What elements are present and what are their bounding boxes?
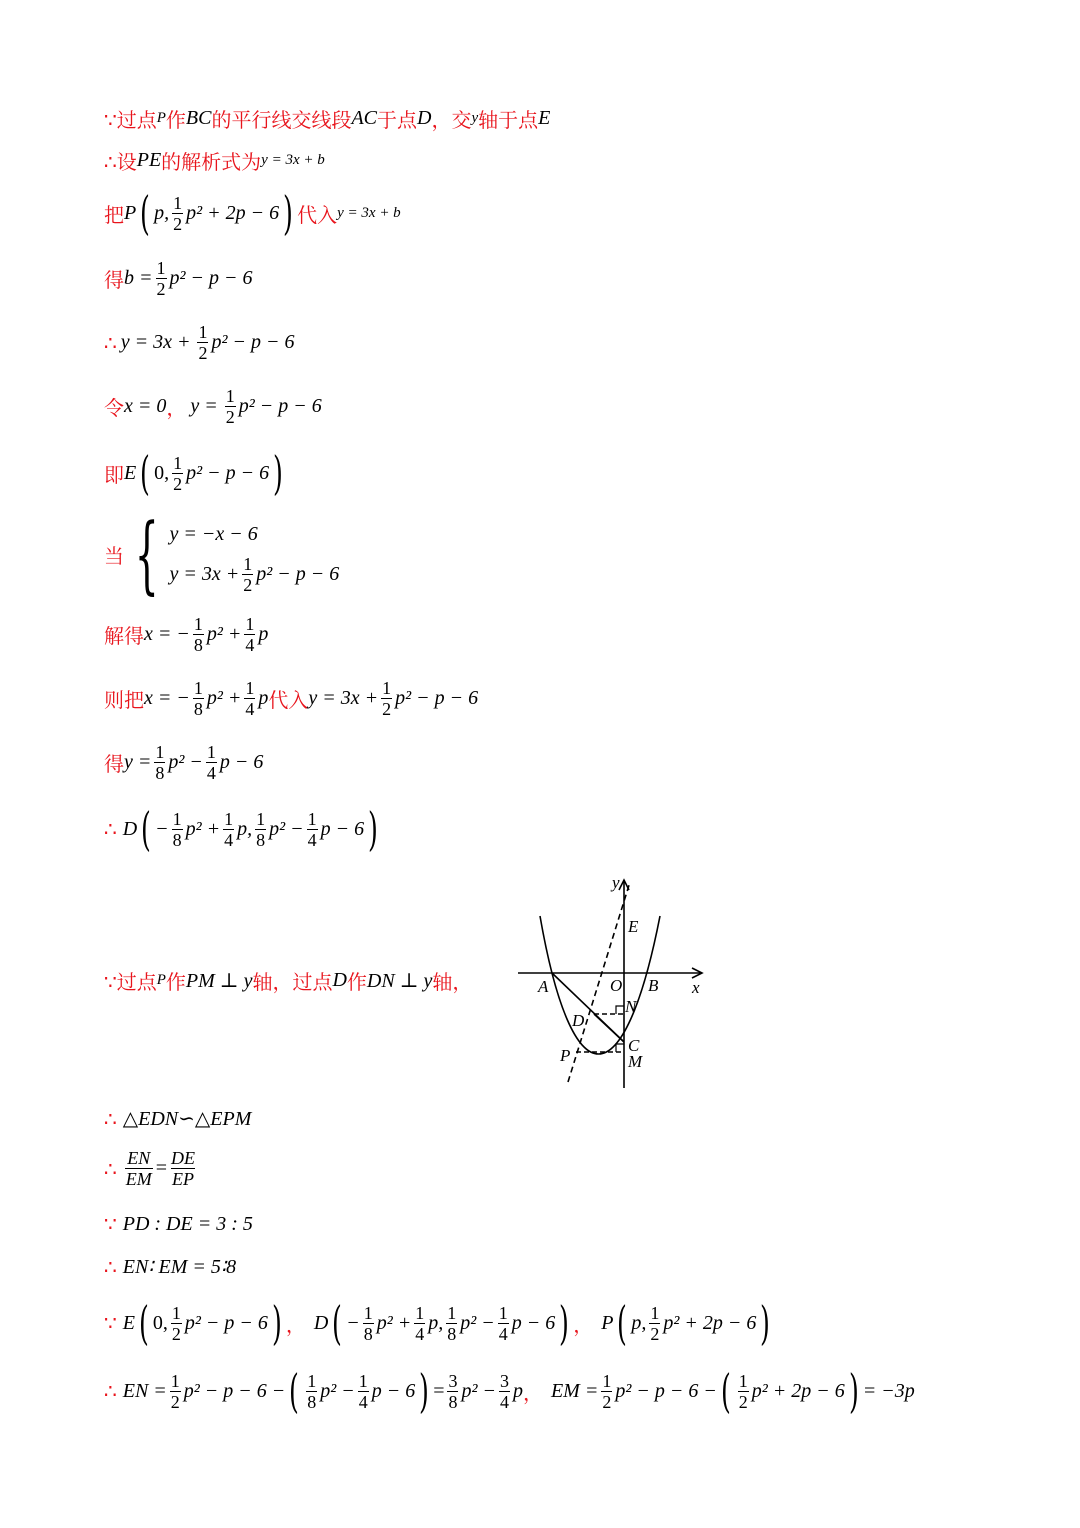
fraction: $\frac{1}{4}$ [415,1302,425,1344]
fraction: $\frac{1}{8}$ [307,1370,317,1412]
statement-line-19: ∴ EN = $\frac{1}{2}$ p² − p − 6 − ( $\frac{1}{8}$ p² − $\frac{1}{4}$ p − 6 ) = $\frac{3}{8}$ p² − $\frac{3}{4}$ p ， EM = $\frac{1}{2}$ p² − p − 6 − ( $\frac{1}{2}$ p² + 2p − 6 ) = −3p [104,1364,915,1418]
statement-line-5: ∴ y = 3x + $\frac{1}{2}$ p² − p − 6 [104,322,295,363]
statement-line-17: ∴ EN∶ EM = 5∶8 [104,1254,237,1279]
right-paren: ) [419,1364,430,1418]
left-paren: ( [141,802,152,856]
fraction: $\frac{1}{2}$ [198,322,208,363]
fraction: $\frac{1}{8}$ [155,742,165,783]
statement-line-16: ∵ PD : DE = 3 : 5 [104,1212,253,1236]
fraction: $\frac{1}{8}$ [193,614,203,655]
left-paren: ( [289,1364,300,1418]
fraction: $\frac{1}{2}$ [602,1370,612,1412]
fraction: $\frac{DE}{EP}$ [171,1148,196,1189]
fraction: $\frac{1}{4}$ [498,1302,508,1344]
fraction: $\frac{1}{2}$ [170,1370,180,1412]
statement-line-12: ∴ D ( − $\frac{1}{8}$ p² + $\frac{1}{4}$ p, $\frac{1}{8}$ p² − $\frac{1}{4}$ p − 6 ) [104,802,379,856]
fraction: $\frac{1}{2}$ [156,258,166,299]
fraction: $\frac{1}{2}$ [650,1302,660,1344]
fraction: $\frac{1}{2}$ [243,553,253,595]
right-angle-n [616,1006,624,1014]
fraction: $\frac{1}{2}$ [382,678,392,719]
left-brace: { [134,505,159,603]
statement-line-10: 则把 x = − $\frac{1}{8}$ p² + $\frac{1}{4}$ p 代入 y = 3x + $\frac{1}{2}$ p² − p − 6 [104,678,479,719]
fraction: $\frac{1}{4}$ [358,1370,368,1412]
statement-line-8: 当 { y = −x − 6 y = 3x + $\frac{1}{2}$ p² − p − 6 [104,505,340,603]
fraction: $\frac{1}{4}$ [307,808,317,850]
fraction: $\frac{1}{2}$ [171,1302,181,1344]
statement-line-11: 得 y = $\frac{1}{8}$ p² − $\frac{1}{4}$ p − 6 [104,742,264,783]
left-paren: ( [617,1296,628,1350]
fraction: $\frac{3}{8}$ [448,1370,458,1412]
fraction: $\frac{1}{2}$ [173,192,183,234]
fraction: $\frac{1}{2}$ [225,386,235,427]
fraction: $\frac{1}{8}$ [172,808,182,850]
label-e: E [628,917,639,936]
left-paren: ( [140,446,151,500]
statement-line-14: ∴ △EDN∽△EPM [104,1106,252,1131]
right-paren: ) [368,802,379,856]
statement-line-2: ∴设 PE 的解析式为 y = 3x + b [104,149,325,174]
statement-line-15: ∴ $\frac{EN}{EM}$ = $\frac{DE}{EP}$ [104,1148,196,1189]
parabola-curve [540,916,660,1054]
left-paren: ( [332,1296,343,1350]
label-b: B [648,976,659,995]
fraction: $\frac{1}{2}$ [173,452,183,494]
right-paren: ) [760,1296,771,1350]
right-paren: ) [271,1296,282,1350]
right-paren: ) [273,446,284,500]
fraction: $\frac{1}{4}$ [245,614,255,655]
fraction: $\frac{1}{8}$ [447,1302,457,1344]
fraction: $\frac{1}{4}$ [245,678,255,719]
left-paren: ( [140,186,151,240]
parabola-figure [512,870,712,1092]
right-paren: ) [848,1364,859,1418]
segment-dc [594,1014,624,1042]
statement-line-6: 令 x = 0 ， y = $\frac{1}{2}$ p² − p − 6 [104,386,322,427]
label-m: M [628,1052,643,1071]
fraction: $\frac{1}{4}$ [206,742,216,783]
statement-line-18: ∵ E ( 0, $\frac{1}{2}$ p² − p − 6 ) ， D ( − $\frac{1}{8}$ p² + $\frac{1}{4}$ p, $\frac{1}{8}$ p² − $\frac{1}{4}$ p − 6 ) ， P ( p, $\frac{1}{2}$ p² + 2p − 6 ) [104,1296,771,1350]
label-d: D [572,1011,585,1030]
statement-line-3: 把 P ( p, $\frac{1}{2}$ p² + 2p − 6 ) 代入 y = 3x + b [104,186,401,240]
equation-system: y = −x − 6 y = 3x + $\frac{1}{2}$ p² − p − 6 [169,522,340,595]
statement-line-13: ∵过点 P 作 PM ⊥ y 轴，过点 D 作 DN ⊥ y 轴， [104,969,473,994]
fraction: $\frac{1}{8}$ [193,678,203,719]
statement-line-1: ∵过点 P 作 BC 的平行线交线段 AC 于点 D ，交 y 轴于点 E [104,107,551,132]
label-c: C [628,1036,640,1055]
right-paren: ) [283,186,294,240]
fraction: $\frac{1}{2}$ [738,1370,748,1412]
right-angle-m [616,1044,624,1052]
fraction: $\frac{1}{8}$ [256,808,266,850]
label-a: A [538,977,549,996]
label-o: O [610,976,623,995]
label-p: P [560,1046,571,1065]
left-paren: ( [720,1364,731,1418]
left-paren: ( [138,1296,149,1350]
fraction: $\frac{3}{4}$ [499,1370,509,1412]
statement-line-4: 得 b = $\frac{1}{2}$ p² − p − 6 [104,258,253,299]
statement-line-9: 解得 x = − $\frac{1}{8}$ p² + $\frac{1}{4}$ p [104,614,269,655]
label-n: N [625,997,637,1016]
fraction: $\frac{1}{8}$ [363,1302,373,1344]
label-x: x [692,978,700,997]
fraction: $\frac{1}{4}$ [224,808,234,850]
statement-line-7: 即 E ( 0, $\frac{1}{2}$ p² − p − 6 ) [104,446,284,500]
label-y: y [612,873,620,892]
fraction: $\frac{EN}{EM}$ [125,1148,152,1189]
right-paren: ) [559,1296,570,1350]
